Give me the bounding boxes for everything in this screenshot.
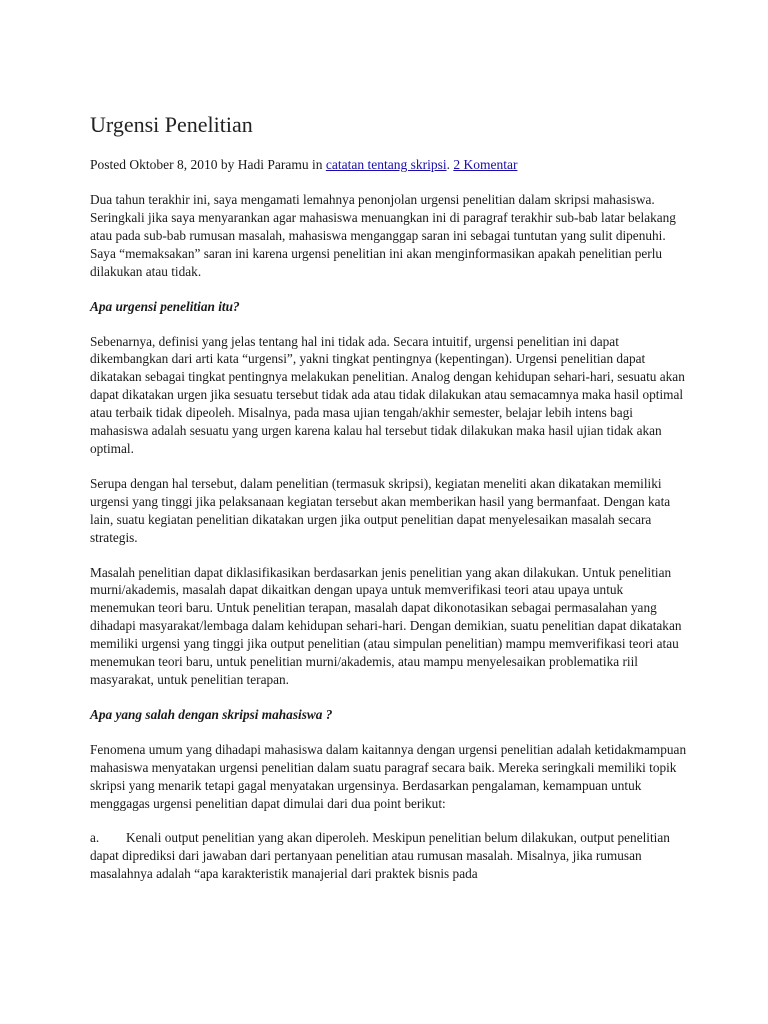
paragraph-phenomenon: Fenomena umum yang dihadapi mahasiswa dalam kaitannya dengan urgensi penelitian adalah ketidakmampuan mahasiswa menyatakan urgensi penelitian dalam suatu paragraf secara baik. Mereka seringkali memiliki topik skripsi yang menarik tetapi gagal menyatakan urgensinya. Berdasarkan pengalaman, kemampuan untuk menggagas urgensi penelitian dapat dimulai dari dua point berikut: — [90, 741, 687, 811]
comments-link[interactable]: 2 Komentar — [453, 157, 518, 172]
list-item-a — [90, 829, 690, 883]
paragraph-problem-classification: Masalah penelitian dapat diklasifikasikan berdasarkan jenis penelitian yang akan dilakukan. Untuk penelitian murni/akademis, masalah dapat dikaitkan dengan upaya untuk memverifikasi teori atau upaya untuk menemukan teori baru. Untuk penelitian terapan, masalah dapat dikonotasikan sebagai permasalahan yang dihadapi masyarakat/lembaga dalam kehidupan sehari-hari. Dengan demikian, suatu penelitian dapat dikatakan memiliki urgensi yang tinggi jika output penelitian (atau simpulan penelitian) mampu memverifikasi teori atau menemukan teori baru, untuk penelitian murni/akademis, atau mampu menyelesaikan problematika riil masyarakat, untuk penelitian terapan. — [90, 564, 682, 687]
paragraph-intro: Dua tahun terakhir ini, saya mengamati lemahnya penonjolan urgensi penelitian dalam skripsi mahasiswa. Seringkali jika saya menyarankan agar mahasiswa menuangkan ini di paragraf terakhir sub-bab latar belakang atau pada sub-bab rumusan masalah, mahasiswa menganggap saran ini sebagai tuntutan yang sulit dipenuhi. Saya “memaksakan” saran ini karena urgensi penelitian ini akan menginformasikan apakah penelitian perlu dilakukan atau tidak. — [90, 192, 676, 279]
paragraph-research-urgency: Serupa dengan hal tersebut, dalam penelitian (termasuk skripsi), kegiatan meneliti akan dikatakan memiliki urgensi yang tinggi jika pelaksanaan kegiatan tersebut akan memberikan hasil yang bermanfaat. Dengan kata lain, suatu kegiatan penelitian dikatakan urgen jika output penelitian dapat menyelesaikan masalah secara strategis. — [90, 475, 671, 545]
list-item-text: Kenali output penelitian yang akan diperoleh. Meskipun penelitian belum dilakukan, output penelitian dapat diprediksi dari jawaban dari pertanyaan penelitian atau rumusan masalah. Misalnya, jika rumusan masalahnya adalah “apa karakteristik manajerial dari praktek bisnis pada — [90, 830, 670, 882]
post-meta — [90, 156, 690, 174]
section-heading-what-is-wrong: Apa yang salah dengan skripsi mahasiswa ? — [90, 706, 333, 722]
category-link[interactable]: catatan tentang skripsi — [325, 157, 447, 172]
article — [90, 112, 690, 883]
paragraph-definition: Sebenarnya, definisi yang jelas tentang hal ini tidak ada. Secara intuitif, urgensi penelitian ini dapat dikembangkan dari arti kata “urgensi”, yakni tingkat pentingnya (kepentingan). Urgensi penelitian dapat dikatakan sebagai tingkat pentingnya melakukan penelitian. Analog dengan kehidupan sehari-hari, sesuatu akan dapat dikatakan urgen jika sesuatu tersebut tidak ada atau tidak dilakukan atau semacamnya maka hasil optimal atau terbaik tidak dipeoleh. Misalnya, pada masa ujian tengah/akhir semester, belajar lebih intens bagi mahasiswa adalah sesuatu yang urgen karena kalau hal tersebut tidak dilakukan maka hasil ujian tidak akan optimal. — [90, 333, 685, 456]
posted-info: Posted Oktober 8, 2010 by Hadi Paramu in — [90, 157, 326, 172]
section-heading-urgensi: Apa urgensi penelitian itu? — [90, 298, 240, 314]
meta-separator: . — [446, 157, 454, 172]
list-marker: a. — [90, 830, 100, 846]
page-title: Urgensi Penelitian — [90, 112, 253, 137]
